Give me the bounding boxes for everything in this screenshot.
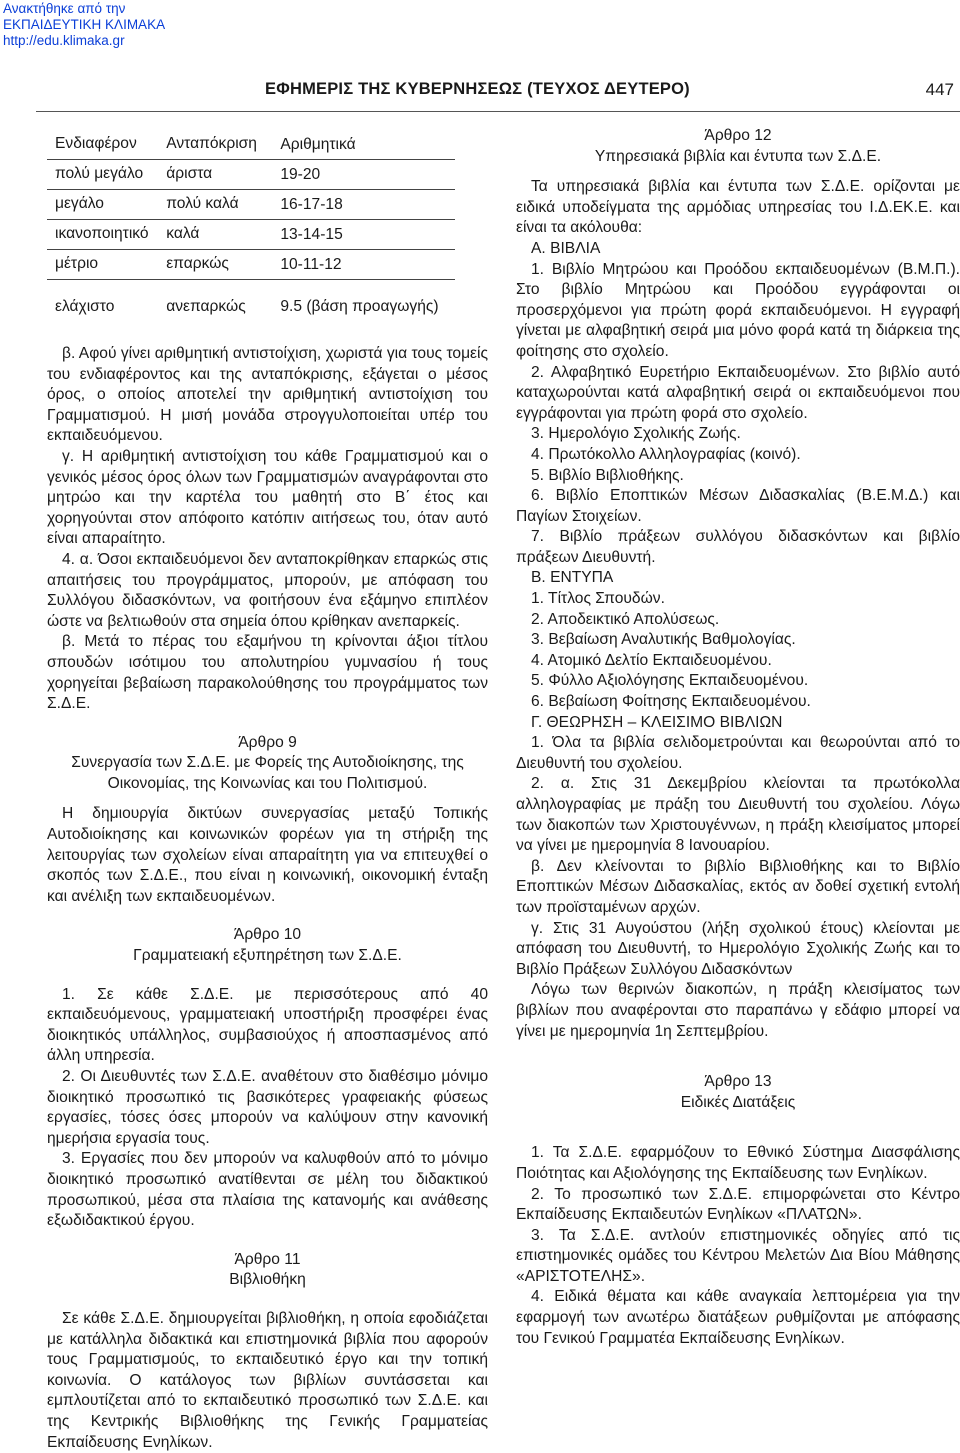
watermark-line[interactable]: ΕΚΠΑΙΔΕΥΤΙΚΗ ΚΛΙΜΑΚΑ [3, 17, 166, 32]
list-item: 5. Βιβλίο Βιβλιοθήκης. [531, 466, 684, 484]
paragraph: β. Αφού γίνει αριθμητική αντιστοίχιση, χωριστά για τους τομείς του ενδιαφέροντος και της ανταπόκρισης, εξάγεται ο μέσος όρος, ο οποίος αποτελεί την αριθμητική αντιστοίχιση του Γραμματισμού. Η μισή μονάδα στρογγυλοποιείται υπέρ του εκπαιδευόμενου. [47, 345, 488, 445]
section-heading: Β. ΕΝΤΥΠΑ [531, 569, 614, 587]
table-row [47, 190, 455, 220]
table-row [47, 280, 455, 335]
paragraph: 2. Οι Διευθυντές των Σ.Δ.Ε. αναθέτουν στο διαθέσιμο μόνιμο διοικητικό προσωπικό τις βασικότερες γραφειακής φύσεως εργασίες, τόσες όσες μπορούν να καλύψουν στην κανονική ημερήσια εργασία τους. [47, 1068, 488, 1147]
watermark-line[interactable]: Ανακτήθηκε από την [3, 1, 126, 16]
table-header-cell: Ανταπόκριση [166, 135, 257, 153]
table-row [47, 250, 455, 280]
table-cell: ανεπαρκώς [166, 297, 246, 315]
table-cell: ικανοποιητικό [55, 225, 149, 243]
paragraph: 3. Τα Σ.Δ.Ε. αντλούν επιστημονικές οδηγίες από τις επιστημονικές ομάδες του Κέντρου Μελετών Δια Βίου Μάθησης «ΑΡΙΣΤΟΤΕΛΗΣ». [516, 1226, 960, 1285]
list-item: 6. Βεβαίωση Φοίτησης Εκπαιδευομένου. [531, 693, 811, 711]
list-item: 7. Βιβλίο πράξεων συλλόγου διδασκόντων και βιβλίο πράξεων Διευθυντή. [516, 528, 960, 566]
table-cell: ελάχιστο [55, 297, 115, 315]
table-cell: 13-14-15 [280, 225, 343, 243]
table-cell: μεγάλο [55, 195, 104, 213]
gazette-title: ΕΦΗΜΕΡΙΣ ΤΗΣ ΚΥΒΕΡΝΗΣΕΩΣ (ΤΕΥΧΟΣ ΔΕΥΤΕΡΟ) [265, 80, 690, 98]
paragraph: β. Μετά το πέρας του εξαμήνου τη κρίνονται άξιοι τίτλου σπουδών ισότιμου του απολυτηρίου γυμνασίου ή τους χορηγείται βεβαίωση παρακολούθησης του προγράμματος των Σ.Δ.Ε. [47, 633, 488, 713]
table-cell: άριστα [166, 165, 213, 183]
paragraph: 3. Εργασίες που δεν μπορούν να καλυφθούν από το μόνιμο διοικητικό προσωπικό ανατίθενται σε μέλη του διδακτικού προσωπικού, μέσα στα πλαίσια της κατανομής και ανάθεσης εξωδιδακτικού έργου. [47, 1150, 488, 1230]
article-title: Βιβλιοθήκη [229, 1271, 306, 1289]
list-item: 5. Φύλλο Αξιολόγησης Εκπαιδευομένου. [531, 672, 809, 690]
list-item: 2. Αποδεικτικό Απολύσεως. [531, 610, 720, 628]
paragraph: Η δημιουργία δικτύων συνεργασίας μεταξύ Τοπικής Αυτοδιοίκησης και κοινωνικών φορέων για τη στήριξη της λειτουργίας των σχολείων είναι απαραίτητη για να επιτευχθεί ο σκοπός των Σ.Δ.Ε., που είναι η κοινωνική, οικονομική ένταξη και ανέλιξη των εκπαιδευομένων. [47, 805, 488, 905]
paragraph: Τα υπηρεσιακά βιβλία και έντυπα των Σ.Δ.Ε. ορίζονται με ειδικά υποδείγματα της αρμόδιας υπηρεσίας του Ι.Δ.ΕΚ.Ε. και είναι τα ακόλουθα: [516, 178, 960, 237]
list-item: 4. Ατομικό Δελτίο Εκπαιδευομένου. [531, 651, 772, 669]
section-heading: Α. ΒΙΒΛΙΑ [531, 239, 601, 257]
right-column [516, 126, 960, 1349]
grades-table [47, 130, 455, 334]
list-item: 3. Βεβαίωση Αναλυτικής Βαθμολογίας. [531, 631, 796, 649]
header-divider [36, 111, 960, 112]
article-title: Συνεργασία των Σ.Δ.Ε. με Φορείς της Αυτοδιοίκησης, της Οικονομίας, της Κοινωνίας και του Πολιτισμού. [71, 754, 464, 792]
paragraph: 4. Ειδικά θέματα και κάθε αναγκαία λεπτομέρεια για την εφαρμογή των ανωτέρω διατάξεων ρυθμίζονται με απόφασης του Γενικού Γραμματέα Εκπαίδευσης Ενηλίκων. [516, 1288, 960, 1347]
paragraph: Λόγω των θερινών διακοπών, η πράξη κλεισίματος των βιβλίων που αναφέρονται στο παραπάνω γ εδάφιο μπορεί να γίνει με ημερομηνία 1η Σεπτεμβρίου. [516, 981, 960, 1040]
table-row [47, 160, 455, 190]
watermark [3, 1, 165, 49]
article-title: Υπηρεσιακά βιβλία και έντυπα των Σ.Δ.Ε. [594, 147, 882, 165]
watermark-link[interactable]: http://edu.klimaka.gr [3, 33, 125, 48]
list-item: 1. Βιβλίο Μητρώου και Προόδου εκπαιδευομένων (Β.Μ.Π.). Στο βιβλίο Μητρώου και Προόδου εγγράφονται οι προσερχόμενοι για πρώτη φορά εκπαιδευόμενοι. Η εγγραφή γίνεται με αλφαβητική σειρά μια μόνο φορά κατά τη διάρκεια της φοίτησης στο σχολείο. [516, 260, 960, 360]
table-row [47, 220, 455, 250]
article-title: Γραμματειακή εξυπηρέτηση των Σ.Δ.Ε. [133, 947, 402, 965]
table-cell: επαρκώς [166, 255, 229, 273]
paragraph: 2. Το προσωπικό των Σ.Δ.Ε. επιμορφώνεται στο Κέντρο Εκπαίδευσης Εκπαιδευτών Ενηλίκων «ΠΛΑΤΩΝ». [516, 1185, 960, 1224]
paragraph: 4. α. Όσοι εκπαιδευόμενοι δεν ανταποκρίθηκαν επαρκώς στις απαιτήσεις του προγράμματος, μπορούν, με απόφαση του Συλλόγου διδασκόντων, να φοιτήσουν ένα εξάμηνο επιπλέον ώστε να βελτιωθούν στα σημεία όπου κρίθηκαν ανεπαρκείς. [47, 550, 488, 630]
section-heading: Γ. ΘΕΩΡΗΣΗ – ΚΛΕΙΣΙΜΟ ΒΙΒΛΙΩΝ [531, 713, 783, 731]
table-cell: 9.5 (βάση προαγωγής) [280, 298, 439, 315]
table-cell: 19-20 [280, 165, 321, 183]
article-heading: Άρθρο 10 [233, 926, 302, 944]
table-cell: πολύ καλά [166, 195, 239, 213]
paragraph: 1. Τα Σ.Δ.Ε. εφαρμόζουν το Εθνικό Σύστημα Διασφάλισης Ποιότητας και Αξιολόγησης της Εκπαίδευσης των Ενηλίκων. [516, 1144, 960, 1182]
paragraph: 2. α. Στις 31 Δεκεμβρίου κλείονται τα πρωτόκολλα αλληλογραφίας με πράξη του Διευθυντή του σχολείου. Λόγω των διακοπών των Χριστουγέννων, η πράξη κλεισίματος μπορεί να γίνει με ημερομηνία 8 Ιανουαρίου. [516, 775, 960, 855]
paragraph: 1. Σε κάθε Σ.Δ.Ε. με περισσότερους από 40 εκπαιδευόμενους, γραμματειακή υποστήριξη προσφέρει ένας διοικητικός υπάλληλος, συμβασιούχος ή αποσπασμένος από άλλη υπηρεσία. [47, 985, 488, 1065]
paragraph: γ. Στις 31 Αυγούστου (λήξη σχολικού έτους) κλείονται με απόφαση του Διευθυντή, το Ημερολόγιο Σχολικής Ζωής και το Βιβλίο Πράξεων Συλλόγου Διδασκόντων [516, 919, 960, 978]
article-heading: Άρθρο 9 [238, 733, 297, 751]
paragraph: β. Δεν κλείνονται το βιβλίο Βιβλιοθήκης και το Βιβλίο Εποπτικών Μέσων Διδασκαλίας, εκτός αν δοθεί σχετική εντολή των προϊσταμένων αρχών. [516, 857, 960, 916]
page-number: 447 [925, 80, 954, 99]
table-header-cell: Αριθμητικά [280, 135, 356, 153]
article-title: Ειδικές Διατάξεις [680, 1093, 796, 1111]
list-item: 6. Βιβλίο Εποπτικών Μέσων Διδασκαλίας (Β.Ε.Μ.Δ.) και Παγίων Στοιχείων. [516, 487, 960, 525]
list-item: 1. Τίτλος Σπουδών. [531, 590, 665, 608]
article-heading: Άρθρο 11 [234, 1250, 301, 1268]
table-cell: μέτριο [55, 255, 99, 273]
table-cell: πολύ μεγάλο [55, 165, 144, 183]
paragraph: 1. Όλα τα βιβλία σελιδομετρούνται και θεωρούνται από το Διευθυντή του σχολείου. [516, 734, 960, 772]
list-item: 4. Πρωτόκολλο Αλληλογραφίας (κοινό). [531, 445, 801, 463]
table-cell: 16-17-18 [280, 195, 343, 213]
paragraph: γ. Η αριθμητική αντιστοίχιση του κάθε Γραμματισμού και ο γενικός μέσος όρος όλων των Γραμματισμών αναγράφονται στο μητρώο και την καρτέλα του μαθητή στο Β΄ έτος και χορηγούνται στον απόφοιτο κατόπιν αιτήσεως του, όταν αυτό είναι απαραίτητο. [47, 447, 488, 548]
list-item: 3. Ημερολόγιο Σχολικής Ζωής. [531, 425, 741, 443]
table-header-row [47, 130, 455, 160]
article-heading: Άρθρο 13 [704, 1073, 772, 1091]
list-item: 2. Αλφαβητικό Ευρετήριο Εκπαιδευομένων. Στο βιβλίο αυτό καταχωρούνται κατά αλφαβητική σειρά οι εκπαιδευόμενοι που εγγράφονται για πρώτη φορά στο σχολείο. [516, 363, 960, 422]
paragraph: Σε κάθε Σ.Δ.Ε. δημιουργείται βιβλιοθήκη, η οποία εφοδιάζεται με κατάλληλα διδακτικά και επιστημονικά βιβλία που αφορούν τους Γραμματισμούς, το εκπαιδευτικό έργο και την τοπική κοινωνία. Ο κατάλογος των βιβλίων συντάσσεται και εμπλουτίζεται από το εκπαιδευτικό προσωπικό των Σ.Δ.Ε. και της Κεντρικής Βιβλιοθήκης της Γενικής Γραμματείας Εκπαίδευσης Ενηλίκων. [47, 1309, 488, 1451]
article-heading: Άρθρο 12 [704, 127, 772, 144]
table-cell: 10-11-12 [280, 255, 342, 273]
gazette-header [0, 80, 960, 104]
table-cell: καλά [166, 225, 200, 243]
table-header-cell: Ενδιαφέρον [55, 135, 137, 153]
left-column [47, 130, 488, 1453]
